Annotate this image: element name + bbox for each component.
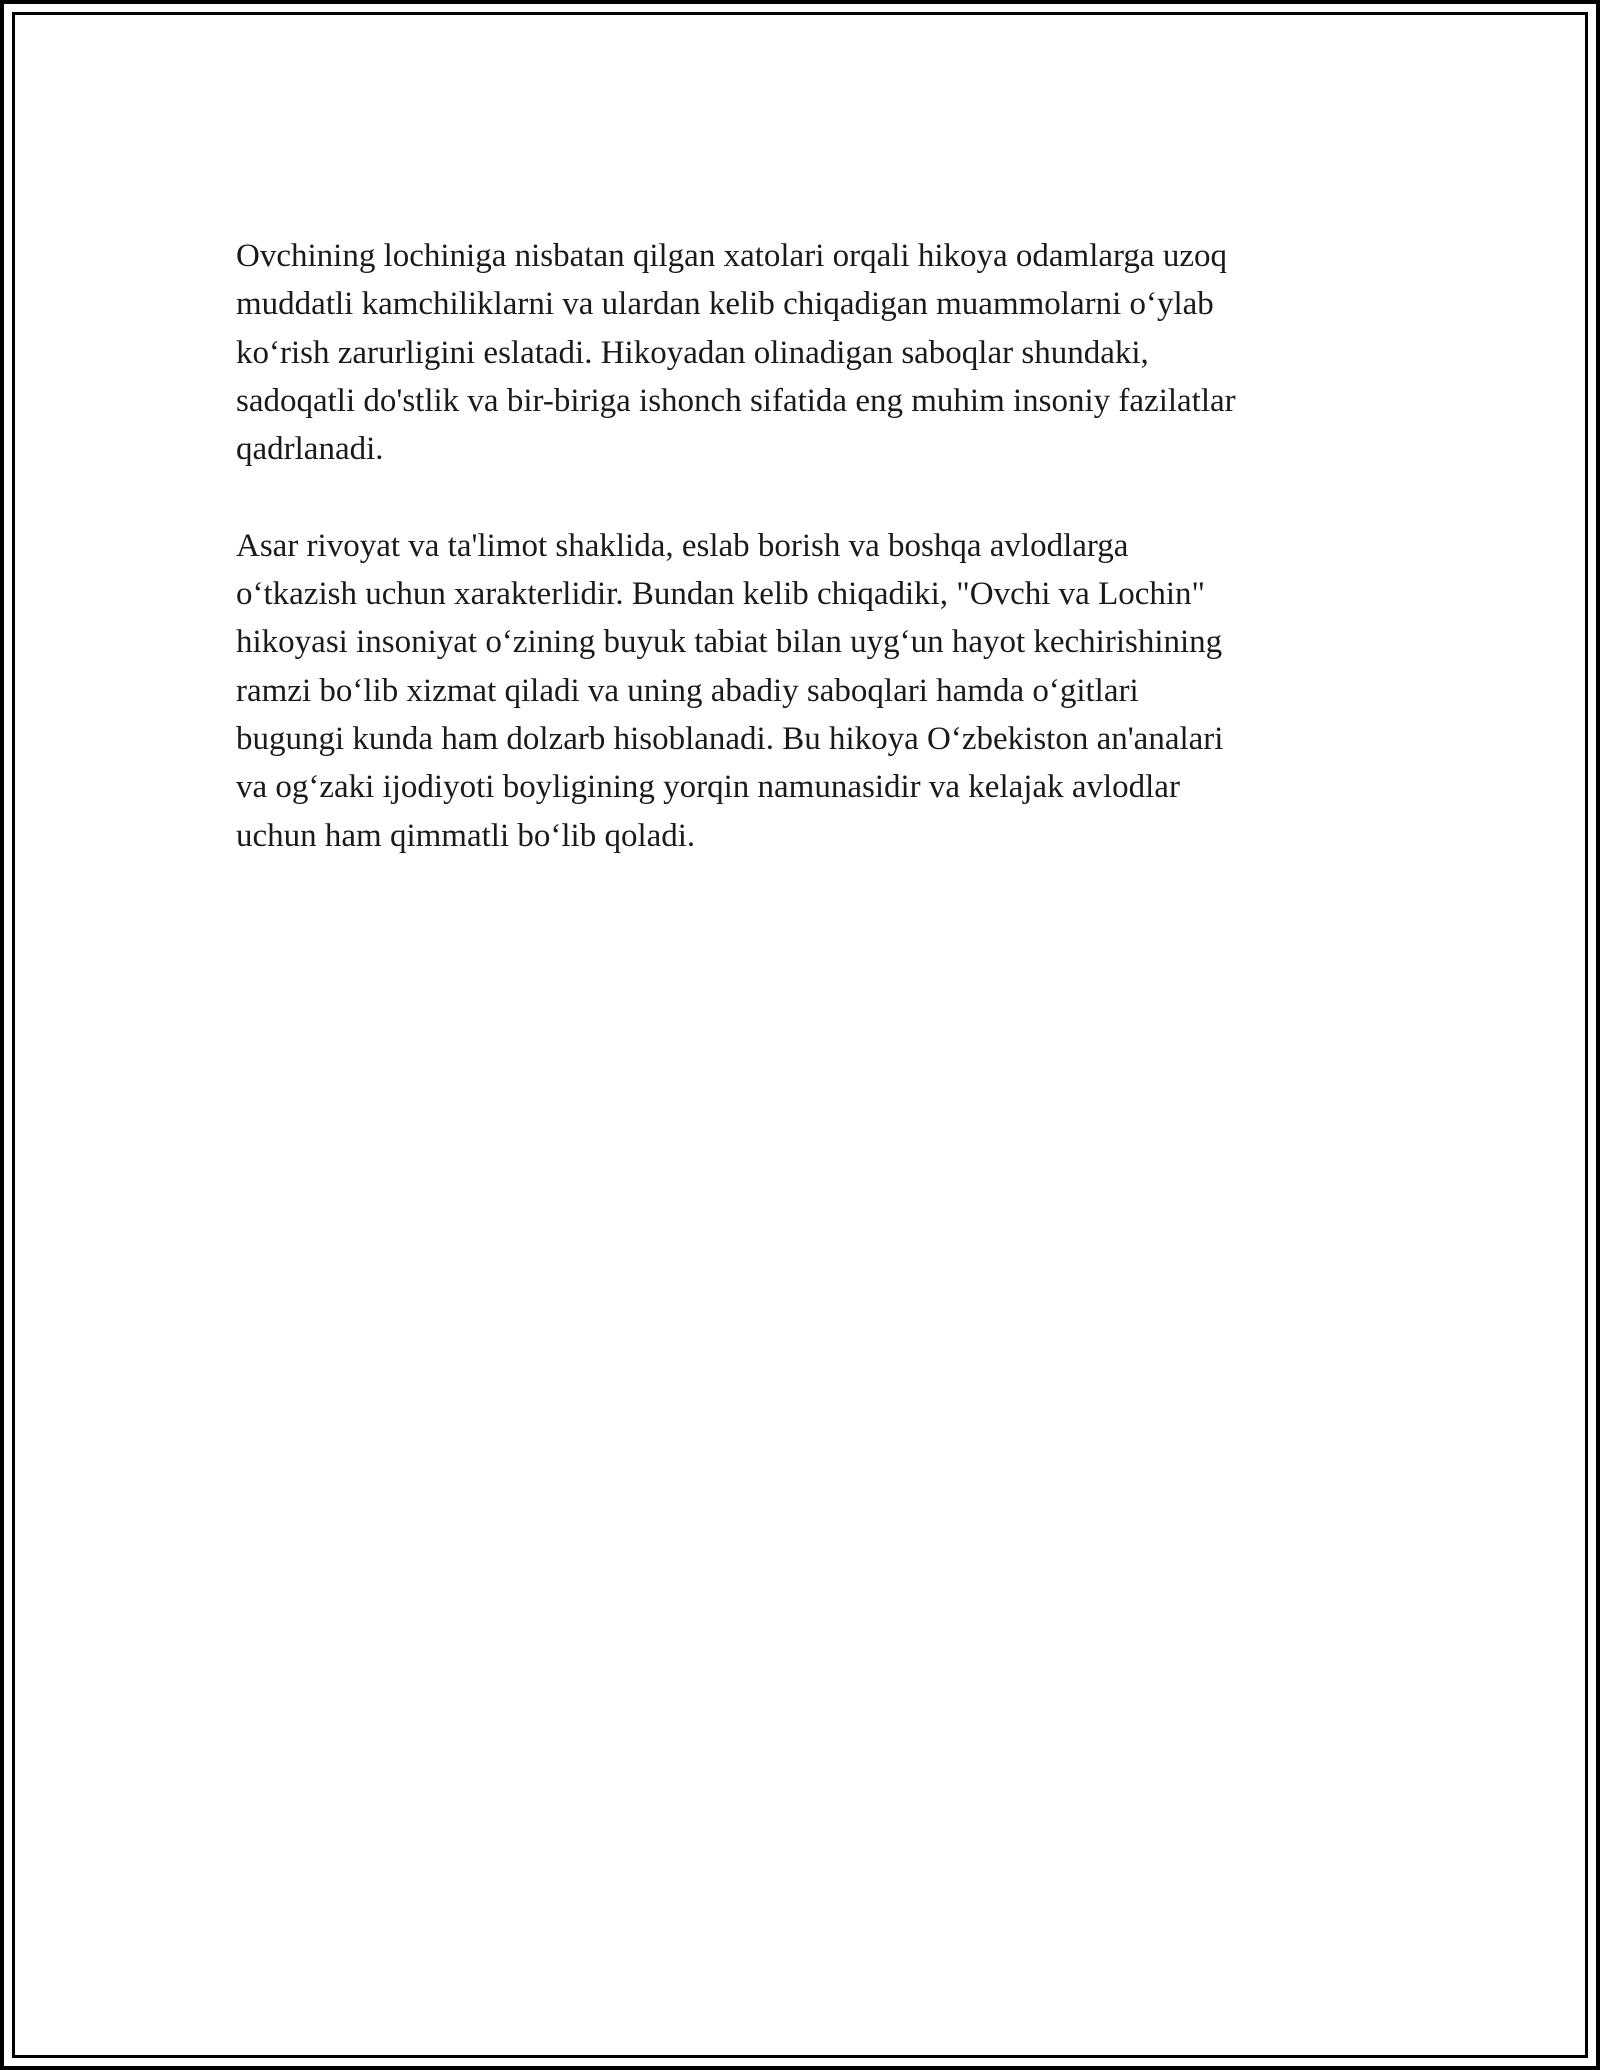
paragraph-1: Ovchining lochiniga nisbatan qilgan xatolari orqali hikoya odamlarga uzoq muddatli kamchiliklarni va ulardan kelib chiqadigan muammolarni o‘ylab ko‘rish zarurligini eslatadi. Hikoyadan olinadigan saboqlar shundaki, sadoqatli do'stlik va bir-biriga ishonch sifatida eng muhim insoniy fazilatlar qadrlanadi. (236, 238, 1236, 468)
paragraph-2: Asar rivoyat va ta'limot shaklida, eslab borish va boshqa avlodlarga o‘tkazish uchun xarakterlidir. Bundan kelib chiqadiki, "Ovchi va Lochin" hikoyasi insoniyat o‘zining buyuk tabiat bilan uyg‘un hayot kechirishining ramzi bo‘lib xizmat qiladi va uning abadiy saboqlari hamda o‘gitlari bugungi kunda ham dolzarb hisoblanadi. Bu hikoya O‘zbekiston an'analari va og‘zaki ijodiyoti boyligining yorqin namunasidir va kelajak avlodlar uchun ham qimmatli bo‘lib qoladi. (236, 527, 1224, 854)
document-body (236, 232, 1376, 908)
